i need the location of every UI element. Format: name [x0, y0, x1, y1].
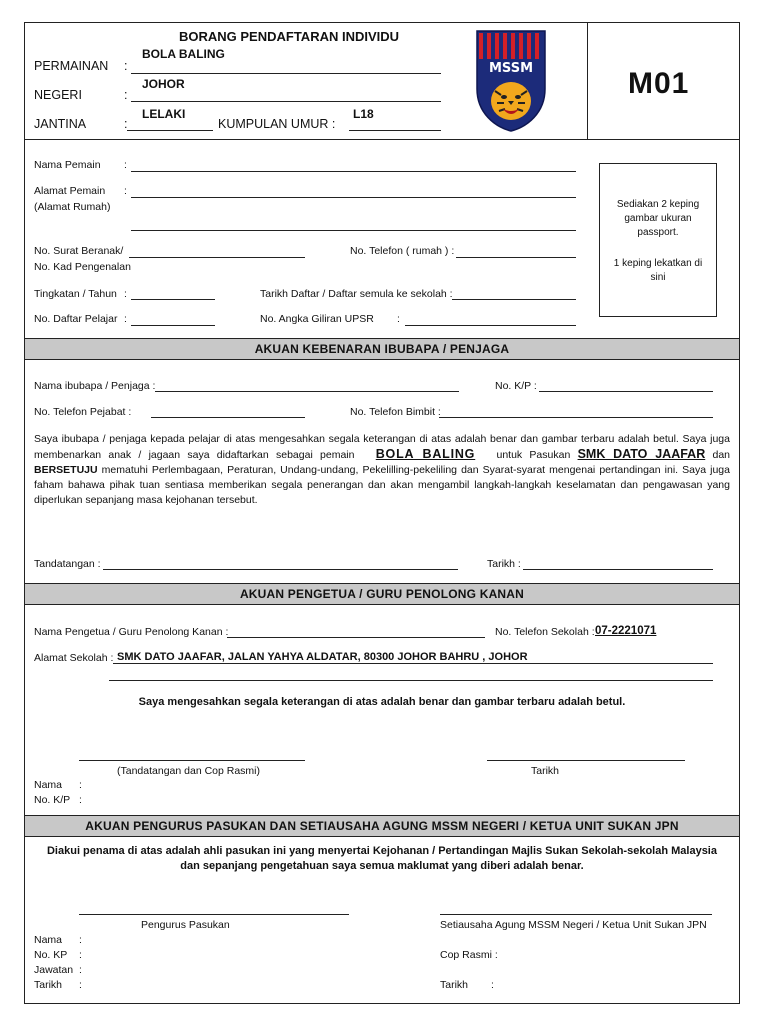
- alamat-rumah-label: (Alamat Rumah): [34, 201, 111, 213]
- parent-text-2: untuk Pasukan: [496, 449, 571, 461]
- agree-word: BERSETUJU: [34, 464, 98, 476]
- tandatangan-pengetua-line[interactable]: [79, 760, 305, 761]
- pengurus-nama: Nama: [34, 934, 63, 946]
- alamat-sekolah-line-2[interactable]: [109, 680, 713, 681]
- permainan-line: [131, 73, 441, 74]
- telefon-rumah-label: No. Telefon ( rumah ) :: [350, 245, 455, 257]
- alamat-sekolah-line-1[interactable]: [113, 663, 713, 664]
- alamat-line-2[interactable]: [131, 230, 576, 231]
- sep: :: [79, 979, 82, 991]
- sep: :: [124, 288, 127, 300]
- nama-pemain-label: Nama Pemain: [34, 159, 101, 171]
- photo-note-1: Sediakan 2 keping gambar ukuran passport.: [616, 199, 700, 238]
- kad-pengenalan-label: No. Kad Pengenalan: [34, 261, 131, 273]
- kumpulan-umur-line: [349, 130, 441, 131]
- form-code: M01: [628, 67, 690, 100]
- nama-pengetua-line[interactable]: [227, 637, 485, 638]
- negeri-label: NEGERI: [34, 88, 82, 102]
- alamat-sekolah-value: SMK DATO JAAFAR, JALAN YAHYA ALDATAR, 80300 JOHOR BAHRU , JOHOR: [117, 651, 528, 663]
- sep: :: [124, 185, 127, 197]
- manager-section-heading: AKUAN PENGURUS PASUKAN DAN SETIAUSAHA AGUNG MSSM NEGERI / KETUA UNIT SUKAN JPN: [25, 815, 739, 837]
- sep: :: [79, 949, 82, 961]
- tarikh-pengetua-label: Tarikh: [531, 765, 560, 777]
- sep: :: [79, 964, 82, 976]
- kumpulan-umur-value: L18: [353, 107, 374, 121]
- telefon-pejabat-label: No. Telefon Pejabat :: [34, 406, 132, 418]
- pengurus-tarikh: Tarikh: [34, 979, 63, 991]
- tarikh-ibubapa-line[interactable]: [523, 569, 713, 570]
- pengurus-jawatan: Jawatan: [34, 964, 74, 976]
- pengurus-signature-line[interactable]: [79, 914, 349, 915]
- sport-fill: BOLA BALING: [375, 447, 476, 461]
- alamat-line-1[interactable]: [131, 197, 576, 198]
- surat-beranak-line[interactable]: [129, 257, 305, 258]
- kp-pengetua-field: No. K/P: [34, 794, 71, 806]
- nama-pengetua-field: Nama: [34, 779, 63, 791]
- upsr-line[interactable]: [405, 325, 576, 326]
- form-title: BORANG PENDAFTARAN INDIVIDU: [179, 29, 400, 44]
- tarikh-pengetua-line[interactable]: [487, 760, 685, 761]
- negeri-line: [131, 101, 441, 102]
- header-bottom-rule: [25, 139, 739, 140]
- telefon-sekolah-label: No. Telefon Sekolah :: [495, 626, 595, 638]
- sep: :: [79, 779, 82, 791]
- header-divider: [587, 23, 588, 139]
- parent-declaration: [34, 432, 730, 508]
- permainan-value: BOLA BALING: [142, 47, 225, 61]
- alamat-sekolah-label: Alamat Sekolah :: [34, 652, 114, 664]
- daftar-pelajar-line[interactable]: [131, 325, 215, 326]
- photo-note-2: 1 keping lekatkan di sini: [613, 258, 703, 283]
- kp-ibubapa-label: No. K/P :: [495, 380, 537, 392]
- cop-rasmi-label: Cop Rasmi :: [440, 949, 498, 961]
- setiausaha-signature-line[interactable]: [440, 914, 712, 915]
- tingkatan-line[interactable]: [131, 299, 215, 300]
- telefon-rumah-line[interactable]: [456, 257, 576, 258]
- daftar-pelajar-label: No. Daftar Pelajar: [34, 313, 118, 325]
- jantina-label: JANTINA: [34, 117, 87, 131]
- parent-section-heading: AKUAN KEBENARAN IBUBAPA / PENJAGA: [25, 338, 739, 360]
- telefon-bimbit-label: No. Telefon Bimbit :: [350, 406, 441, 418]
- parent-text-1: Saya ibubapa / penjaga kepada pelajar di atas mengesahkan segala keterangan di atas adalah benar dan gambar terbaru adalah betul. Saya juga membenarkan anak / jagaan saya didaftarkan sebagai pemain: [34, 433, 730, 461]
- tandatangan-ibubapa-label: Tandatangan :: [34, 558, 101, 570]
- tandatangan-pengetua-label: (Tandatangan dan Cop Rasmi): [117, 765, 261, 777]
- tarikh-daftar-label: Tarikh Daftar / Daftar semula ke sekolah :: [260, 288, 453, 300]
- upsr-label: No. Angka Giliran UPSR: [260, 313, 374, 325]
- jantina-line: [127, 130, 213, 131]
- setiausaha-tarikh-label: Tarikh: [440, 979, 469, 991]
- nama-pengetua-label: Nama Pengetua / Guru Penolong Kanan :: [34, 626, 229, 638]
- telefon-pejabat-line[interactable]: [151, 417, 305, 418]
- mssm-logo: [475, 29, 547, 133]
- registration-form: [24, 22, 740, 1004]
- logo-text: MSSM: [488, 61, 534, 76]
- parent-text-3: dan: [712, 449, 731, 461]
- tiger-head-icon: [491, 82, 531, 120]
- kumpulan-umur-label: KUMPULAN UMUR :: [218, 117, 336, 131]
- telefon-bimbit-line[interactable]: [439, 417, 713, 418]
- sep: :: [124, 313, 127, 325]
- kp-ibubapa-line[interactable]: [539, 391, 713, 392]
- principal-declaration: Saya mengesahkan segala keterangan di atas adalah benar dan gambar terbaru adalah betul.: [138, 696, 626, 708]
- tingkatan-label: Tingkatan / Tahun: [34, 288, 117, 300]
- alamat-pemain-label: Alamat Pemain: [34, 185, 106, 197]
- nama-ibubapa-label: Nama ibubapa / Penjaga :: [34, 380, 156, 392]
- jantina-value: LELAKI: [142, 107, 186, 121]
- sep: :: [397, 313, 400, 325]
- tarikh-daftar-line[interactable]: [452, 299, 576, 300]
- nama-pemain-line[interactable]: [131, 171, 576, 172]
- negeri-value: JOHOR: [142, 77, 185, 91]
- sep: :: [491, 979, 494, 991]
- surat-beranak-label: No. Surat Beranak/: [34, 245, 124, 257]
- permainan-label: PERMAINAN: [34, 59, 109, 73]
- parent-text-4: mematuhi Perlembagaan, Peraturan, Undang-undang, Pekelilling-pekeliling dan Syarat-syarat mengenai pertandingan ini. Saya juga faham bahawa pihak tuan sentiasa memberikan segala penerangan dan akan mengambil langkah-langkah keselamatan dan pengawasan yang diperlukan sepanjang masa kejohanan tersebut.: [34, 464, 730, 506]
- jantina-sep: :: [124, 117, 128, 131]
- nama-ibubapa-line[interactable]: [155, 391, 459, 392]
- negeri-sep: :: [124, 88, 128, 102]
- sep: :: [124, 159, 127, 171]
- setiausaha-title: Setiausaha Agung MSSM Negeri / Ketua Unit Sukan JPN: [440, 919, 707, 931]
- sep: :: [79, 794, 82, 806]
- manager-declaration-1: Diakui penama di atas adalah ahli pasukan ini yang menyertai Kejohanan / Pertandingan Majlis Sukan Sekolah-sekolah Malaysia: [46, 845, 717, 857]
- sep: :: [79, 934, 82, 946]
- pengurus-title: Pengurus Pasukan: [141, 919, 230, 931]
- pengurus-kp: No. KP: [34, 949, 68, 961]
- telefon-sekolah-value: 07-2221071: [595, 625, 657, 637]
- team-fill: SMK DATO JAAFAR: [577, 447, 706, 461]
- tandatangan-ibubapa-line[interactable]: [103, 569, 458, 570]
- photo-box[interactable]: [599, 163, 717, 317]
- manager-declaration-2: dan sepanjang pengetahuan saya semua maklumat yang diberi adalah benar.: [180, 860, 584, 872]
- principal-section-heading: AKUAN PENGETUA / GURU PENOLONG KANAN: [25, 583, 739, 605]
- tarikh-ibubapa-label: Tarikh :: [487, 558, 521, 570]
- permainan-sep: :: [124, 59, 128, 73]
